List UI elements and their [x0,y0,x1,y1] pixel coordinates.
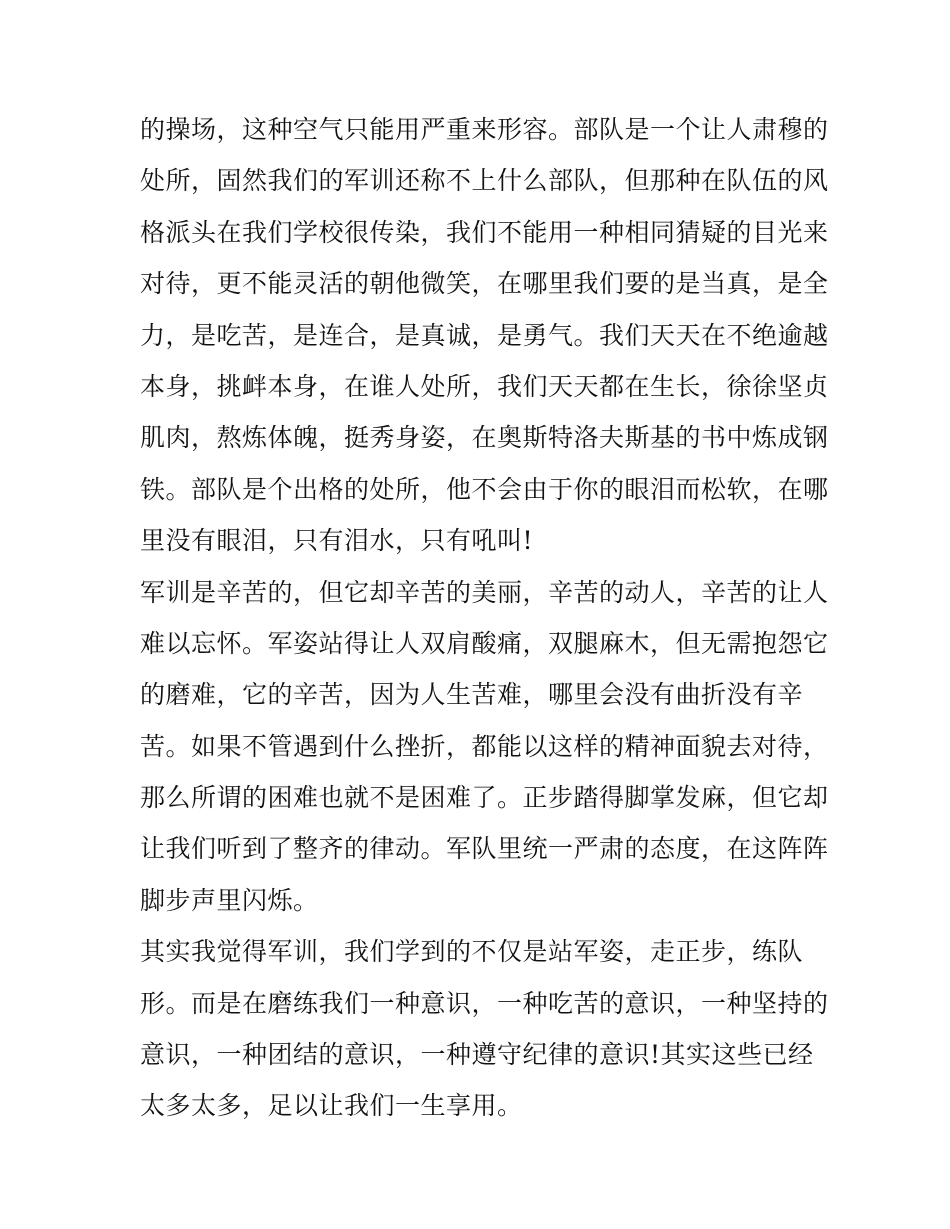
text-line: 让我们听到了整齐的律动。军队里统一严肃的态度，在这阵阵 [140,834,829,864]
text-line: 对待，更不能灵活的朝他微笑，在哪里我们要的是当真，是全 [140,269,829,299]
text-line: 处所，固然我们的军训还称不上什么部队，但那种在队伍的风 [140,166,829,196]
text-line: 的磨难，它的辛苦，因为人生苦难，哪里会没有曲折没有辛 [140,680,804,710]
text-line: 力，是吃苦，是连合，是真诚，是勇气。我们天天在不绝逾越 [140,320,829,350]
text-line: 本身，挑衅本身，在谁人处所，我们天天都在生长，徐徐坚贞 [140,371,829,401]
text-line: 格派头在我们学校很传染，我们不能用一种相同猜疑的目光来 [140,217,829,247]
text-line: 其实我觉得军训，我们学到的不仅是站军姿，走正步，练队 [140,937,804,967]
body-text [140,108,829,1136]
text-line: 军训是辛苦的，但它却辛苦的美丽，辛苦的动人，辛苦的让人 [140,577,829,607]
text-line: 脚步声里闪烁。 [140,885,319,915]
text-line: 苦。如果不管遇到什么挫折，都能以这样的精神面貌去对待， [140,731,829,761]
text-line: 肌肉，熬炼体魄，挺秀身姿，在奥斯特洛夫斯基的书中炼成钢 [140,423,829,453]
text-line: 难以忘怀。军姿站得让人双肩酸痛，双腿麻木，但无需抱怨它 [140,628,829,658]
text-line: 太多太多，足以让我们一生享用。 [140,1091,523,1121]
text-line: 形。而是在磨练我们一种意识，一种吃苦的意识，一种坚持的 [140,988,829,1018]
text-line: 里没有眼泪，只有泪水，只有吼叫! [140,526,534,556]
text-line: 那么所谓的困难也就不是困难了。正步踏得脚掌发麻，但它却 [140,783,829,813]
text-line: 铁。部队是个出格的处所，他不会由于你的眼泪而松软，在哪 [140,474,829,504]
text-line: 的操场，这种空气只能用严重来形容。部队是一个让人肃穆的 [140,115,829,144]
text-line: 意识，一种团结的意识，一种遵守纪律的意识!其实这些已经 [140,1040,814,1070]
